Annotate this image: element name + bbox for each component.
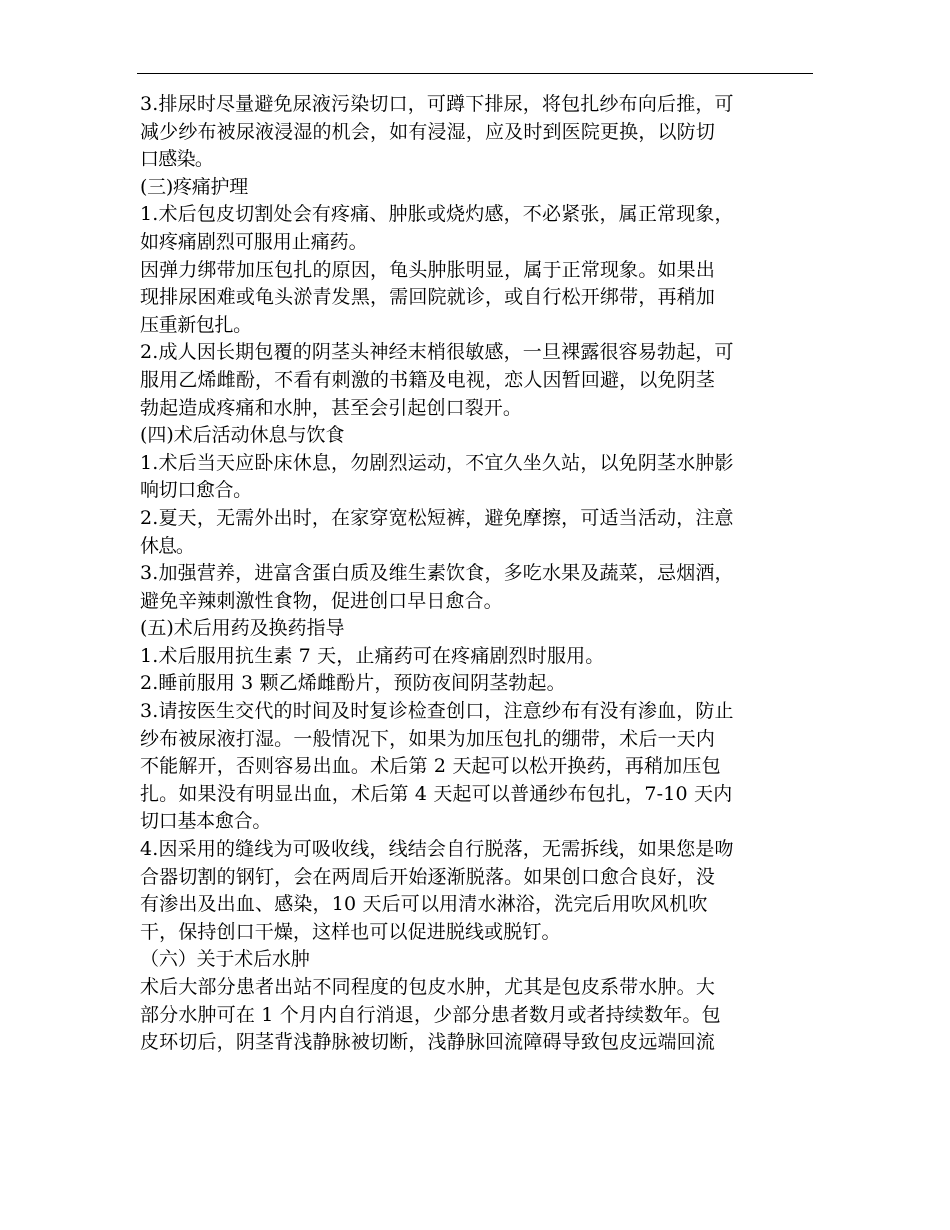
text-line: 术后大部分患者出站不同程度的包皮水肿，尤其是包皮系带水肿。大 [140, 976, 716, 998]
text-line: 口感染。 [140, 148, 214, 171]
section-heading: (三)疼痛护理 [140, 175, 248, 198]
text-line: 1.术后服用抗生素 7 天，止痛药可在疼痛剧烈时服用。 [140, 644, 605, 667]
text-line: 响切口愈合。 [140, 479, 252, 502]
section-heading: (四)术后活动休息与饮食 [140, 424, 345, 447]
document-body [140, 91, 820, 1057]
text-line: 2.夏天，无需外出时，在家穿宽松短裤，避免摩擦，可适当活动，注意 [140, 506, 734, 529]
text-line: 2.睡前服用 3 颗乙烯雌酚片，预防夜间阴茎勃起。 [140, 672, 566, 695]
section-heading: (五)术后用药及换药指导 [140, 617, 345, 640]
text-line: 减少纱布被尿液浸湿的机会，如有浸湿，应及时到医院更换，以防切 [140, 120, 716, 143]
text-line: 干，保持创口干燥，这样也可以促进脱线或脱钉。 [140, 920, 561, 943]
text-line: 因弹力绑带加压包扎的原因，龟头肿胀明显，属于正常现象。如果出 [140, 258, 716, 281]
header-rule [137, 73, 813, 74]
text-line: 1.术后包皮切割处会有疼痛、肿胀或烧灼感，不必紧张，属正常现象， [140, 203, 734, 226]
text-line: 3.请按医生交代的时间及时复诊检查创口，注意纱布有没有渗血，防止 [140, 700, 734, 723]
text-line: 合器切割的钢钉，会在两周后开始逐渐脱落。如果创口愈合良好，没 [140, 865, 716, 888]
text-line: 休息。 [140, 534, 194, 557]
text-line: 有渗出及出血、感染，10 天后可以用清水淋浴，洗完后用吹风机吹 [140, 893, 708, 916]
text-line: 压重新包扎。 [140, 313, 252, 336]
text-line: 现排尿困难或龟头淤青发黑，需回院就诊，或自行松开绑带，再稍加 [140, 286, 716, 309]
text-line: 不能解开，否则容易出血。术后第 2 天起可以松开换药，再稍加压包 [140, 755, 721, 778]
text-line: 4.因采用的缝线为可吸收线，线结会自行脱落，无需拆线，如果您是吻 [140, 838, 734, 861]
text-line: 纱布被尿液打湿。一般情况下，如果为加压包扎的绷带，术后一天内 [140, 727, 716, 750]
text-line: 扎。如果没有明显出血，术后第 4 天起可以普通纱布包扎，7-10 天内 [140, 782, 733, 805]
section-heading: （六）关于术后水肿 [140, 948, 310, 971]
text-line: 3.加强营养，进富含蛋白质及维生素饮食，多吃水果及蔬菜，忌烟酒， [140, 562, 734, 585]
text-line: 1.术后当天应卧床休息，勿剧烈运动，不宜久坐久站，以免阴茎水肿影 [140, 451, 734, 474]
text-line: 部分水肿可在 1 个月内自行消退，少部分患者数月或者持续数年。包 [140, 1003, 721, 1026]
text-line: 2.成人因长期包覆的阴茎头神经末梢很敏感，一旦裸露很容易勃起，可 [140, 341, 734, 364]
text-line: 如疼痛剧烈可服用止痛药。 [140, 230, 368, 253]
text-line: 勃起造成疼痛和水肿，甚至会引起创口裂开。 [140, 396, 523, 419]
text-line: 服用乙烯雌酚，不看有刺激的书籍及电视，恋人因暂回避，以免阴茎 [140, 368, 716, 391]
text-line: 皮环切后，阴茎背浅静脉被切断，浅静脉回流障碍导致包皮远端回流 [140, 1031, 716, 1054]
text-line: 3.排尿时尽量避免尿液污染切口，可蹲下排尿，将包扎纱布向后推，可 [140, 93, 734, 115]
text-line: 避免辛辣刺激性食物，促进创口早日愈合。 [140, 589, 503, 612]
text-line: 切口基本愈合。 [140, 810, 272, 833]
